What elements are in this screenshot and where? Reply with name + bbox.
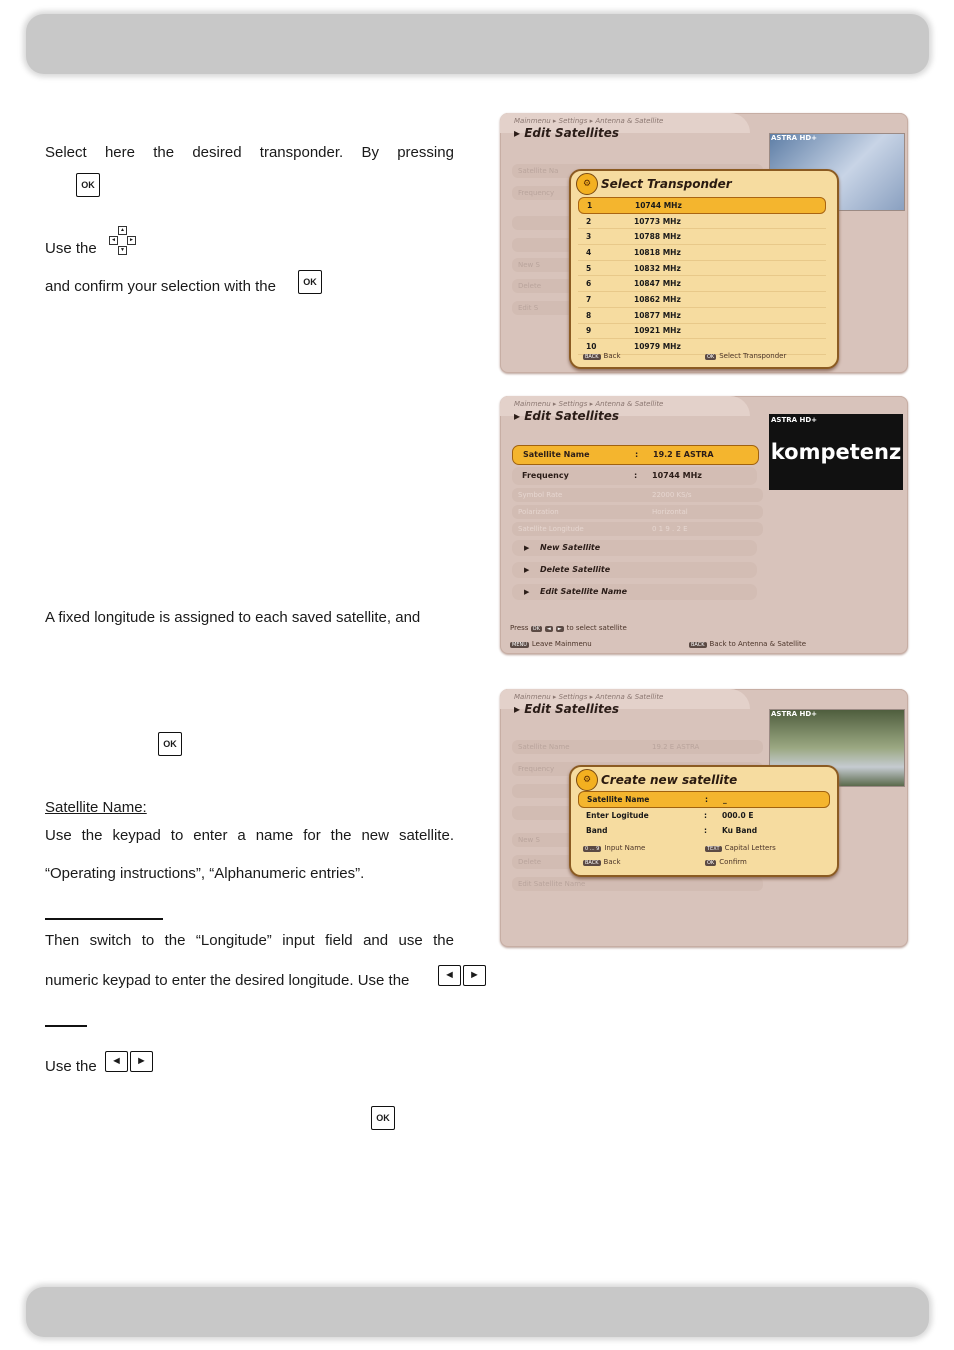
transponder-frequency: 10921 MHz <box>634 326 681 336</box>
footer-back <box>583 352 621 360</box>
ghost-row: Delete <box>512 855 763 869</box>
screen-title-text: Edit Satellites <box>524 409 619 423</box>
arrow-right-icon: ► <box>130 1051 153 1072</box>
transponder-row[interactable] <box>578 245 826 261</box>
transponder-frequency: 10832 MHz <box>634 263 681 273</box>
row-value: 19.2 E ASTRA <box>653 450 714 459</box>
transponder-frequency: 10788 MHz <box>634 232 681 242</box>
word: to <box>141 932 155 949</box>
faded-value: 0 1 9 . 2 E <box>652 525 688 533</box>
section-rule <box>45 1025 87 1027</box>
transponder-frequency: 10818 MHz <box>634 247 681 257</box>
back-label: Back <box>603 858 621 866</box>
word: switch <box>89 932 132 949</box>
transponder-row[interactable] <box>578 276 826 292</box>
footer-back <box>689 640 806 648</box>
arrow-right-icon: ► <box>557 626 562 632</box>
ghost-row: Satellite Na <box>512 164 763 178</box>
screen-title: ▸ Edit Satellites <box>514 409 619 423</box>
para-select-transponder <box>45 144 454 162</box>
preview-label: ASTRA HD+ <box>771 416 818 424</box>
field-value: Ku Band <box>722 826 758 835</box>
word: satellite. <box>398 827 454 844</box>
transponder-frequency: 10744 MHz <box>635 200 682 210</box>
logo-preview: kompetenz <box>769 414 903 490</box>
transponder-number: 5 <box>586 263 592 273</box>
transponder-frequency: 10862 MHz <box>634 294 681 304</box>
use-the-text: Use the <box>45 240 97 257</box>
faded-label: Symbol Rate <box>518 491 563 499</box>
menu-edit-satellite-name[interactable] <box>512 584 757 600</box>
faded-row <box>512 522 763 536</box>
screen-title: ▸ Edit Satellites <box>514 126 619 140</box>
transponder-number: 8 <box>586 310 592 320</box>
word: a <box>237 827 246 844</box>
confirm-text: and confirm your selection with the <box>45 278 276 295</box>
faded-label: Satellite Longitude <box>518 525 584 533</box>
confirm-label: Confirm <box>719 858 747 866</box>
ghost-row: New S <box>512 833 763 847</box>
transponder-number: 6 <box>586 279 592 289</box>
select-transponder-dialog <box>569 169 839 369</box>
word: to <box>170 827 184 844</box>
ghost-value: 19.2 E ASTRA <box>652 743 700 751</box>
settings-icon: ⚙ <box>576 769 598 791</box>
faded-value: 22000 KS/s <box>652 491 692 499</box>
satellite-name-field[interactable] <box>578 791 830 808</box>
numeric-keys-icon: 0 ... 9 <box>585 846 600 852</box>
word: the <box>433 932 454 949</box>
word: here <box>104 144 135 161</box>
footer-bar <box>26 1287 929 1337</box>
field-label: Satellite Name <box>587 795 650 804</box>
faded-row <box>512 488 763 502</box>
section-rule <box>45 918 163 920</box>
longitude-line2: numeric keypad to enter the desired longitude. Use the <box>45 972 410 989</box>
menu-label: Delete Satellite <box>540 565 611 574</box>
longitude-field[interactable] <box>578 808 830 823</box>
menu-key-icon: MENU <box>512 642 527 648</box>
screenshot-select-transponder <box>500 113 908 373</box>
screenshot-create-satellite <box>500 689 908 947</box>
row-value: 10744 MHz <box>652 471 702 480</box>
footer-confirm <box>705 858 747 866</box>
ghost-row: Frequency <box>512 762 763 776</box>
longitude-line1 <box>45 932 454 950</box>
transponder-number: 9 <box>586 326 592 336</box>
preview-label: ASTRA HD+ <box>771 134 818 142</box>
ok-key-icon: OK <box>298 270 322 294</box>
arrow-left-icon: ◄ <box>546 626 551 632</box>
faded-row <box>512 505 763 519</box>
word: name <box>255 827 294 844</box>
menu-delete-satellite[interactable] <box>512 562 757 578</box>
transponder-number: 7 <box>586 294 592 304</box>
transponder-row[interactable] <box>578 308 826 324</box>
ghost-row <box>512 740 763 754</box>
back-label: Back to Antenna & Satellite <box>709 640 807 648</box>
breadcrumb: Mainmenu ▸ Settings ▸ Antenna & Satellite <box>514 117 664 125</box>
ghost-label: Satellite Name <box>518 743 570 751</box>
word: “Longitude” <box>195 932 272 949</box>
transponder-number: 4 <box>586 247 592 257</box>
input-label: Input Name <box>604 844 646 852</box>
field-value: _ <box>723 795 727 804</box>
dpad-up-icon: ▲ <box>118 226 127 235</box>
back-key-icon: BACK <box>691 642 705 648</box>
word: Use <box>45 827 72 844</box>
ghost-row: Edit Satellite Name <box>512 877 763 891</box>
field-colon: : <box>705 795 708 804</box>
back-label: Back <box>603 352 621 360</box>
transponder-row[interactable] <box>578 229 826 245</box>
word: By <box>361 144 379 161</box>
faded-label: Polarization <box>518 508 559 516</box>
word: and <box>363 932 389 949</box>
footer-leave <box>510 640 592 648</box>
ok-key-icon: OK <box>532 626 540 632</box>
left-right-keys-icon <box>438 965 486 986</box>
fixed-longitude-text: A fixed longitude is assigned to each saved satellite, and <box>45 609 421 626</box>
word: the <box>164 932 186 949</box>
breadcrumb: Mainmenu ▸ Settings ▸ Antenna & Satellite <box>514 693 664 701</box>
transponder-row[interactable] <box>578 324 826 340</box>
hint-start: Press <box>510 624 529 632</box>
header-bar <box>26 14 929 74</box>
capital-label: Capital Letters <box>724 844 776 852</box>
transponder-row[interactable] <box>578 214 826 230</box>
breadcrumb: Mainmenu ▸ Settings ▸ Antenna & Satellite <box>514 400 664 408</box>
back-key-icon: BACK <box>585 354 599 360</box>
row-colon: : <box>634 471 638 480</box>
arrow-left-icon: ◄ <box>105 1051 128 1072</box>
transponder-row[interactable] <box>578 292 826 308</box>
satellite-name-row[interactable] <box>512 445 759 465</box>
faded-value: Horizontal <box>652 508 688 516</box>
press-hint <box>510 624 627 632</box>
word: field <box>325 932 353 949</box>
create-form <box>578 791 830 838</box>
word: enter <box>193 827 228 844</box>
row-label: Satellite Name <box>523 450 590 459</box>
word: input <box>282 932 315 949</box>
word: for <box>303 827 321 844</box>
word: pressing <box>397 144 454 161</box>
hint-end: to select satellite <box>566 624 627 632</box>
field-label: Band <box>586 826 608 835</box>
word: transponder. <box>259 144 344 161</box>
dpad-icon <box>109 226 135 254</box>
text-key-icon: TEXT <box>707 846 720 852</box>
ghost-row: Delete <box>512 279 763 293</box>
transponder-number: 10 <box>586 342 597 352</box>
word: the <box>153 144 175 161</box>
footer-back <box>583 858 621 866</box>
menu-new-satellite[interactable] <box>512 540 757 556</box>
screen-title-text: Edit Satellites <box>524 126 619 140</box>
transponder-number: 1 <box>587 200 593 210</box>
arrow-right-icon: ▶ <box>524 588 530 596</box>
dpad-left-icon: ◄ <box>109 236 118 245</box>
ok-key-icon: OK <box>158 732 182 756</box>
transponder-number: 3 <box>586 232 592 242</box>
transponder-row[interactable] <box>578 197 826 214</box>
create-satellite-dialog <box>569 765 839 877</box>
field-colon: : <box>704 826 707 835</box>
band-use-the-text: Use the <box>45 1058 97 1075</box>
word: use <box>398 932 423 949</box>
frequency-row[interactable] <box>512 467 757 485</box>
word: the <box>81 827 103 844</box>
transponder-row[interactable] <box>578 261 826 277</box>
ok-key-icon: OK <box>371 1106 395 1130</box>
row-colon: : <box>635 450 639 459</box>
word: Select <box>45 144 87 161</box>
transponder-frequency: 10877 MHz <box>634 310 681 320</box>
menu-label: Edit Satellite Name <box>540 587 628 596</box>
screen-title: ▸ Edit Satellites <box>514 702 619 716</box>
transponder-frequency: 10979 MHz <box>634 342 681 352</box>
footer-input <box>583 844 645 852</box>
ghost-row: New S <box>512 258 763 272</box>
transponder-number: 2 <box>586 216 592 226</box>
transponder-list <box>578 197 826 355</box>
transponder-frequency: 10847 MHz <box>634 279 681 289</box>
field-value: 000.0 E <box>722 811 754 820</box>
arrow-right-icon: ▶ <box>524 566 530 574</box>
back-key-icon: BACK <box>585 860 599 866</box>
field-colon: : <box>704 811 707 820</box>
ok-key-icon: OK <box>707 860 715 866</box>
band-field[interactable] <box>578 823 830 838</box>
ghost-row: Frequency <box>512 186 763 200</box>
row-label: Frequency <box>522 471 569 480</box>
field-label: Enter Logitude <box>586 811 649 820</box>
satellite-name-line2: “Operating instructions”, “Alphanumeric entries”. <box>45 865 365 882</box>
arrow-right-icon: ► <box>463 965 486 986</box>
transponder-frequency: 10773 MHz <box>634 216 681 226</box>
dpad-down-icon: ▼ <box>118 246 127 255</box>
arrow-right-icon: ▶ <box>524 544 530 552</box>
satellite-name-heading: Satellite Name: <box>45 799 147 816</box>
dialog-title: Create new satellite <box>601 773 738 787</box>
word: new <box>361 827 389 844</box>
dpad-right-icon: ► <box>127 236 136 245</box>
word: desired <box>192 144 242 161</box>
ghost-row: Edit S <box>512 301 763 315</box>
preview-label: ASTRA HD+ <box>771 710 818 718</box>
footer-capital <box>705 844 776 852</box>
dialog-title: Select Transponder <box>601 177 732 191</box>
menu-label: New Satellite <box>540 543 601 552</box>
leave-label: Leave Mainmenu <box>531 640 592 648</box>
ok-key-icon: OK <box>707 354 715 360</box>
screen-title-text: Edit Satellites <box>524 702 619 716</box>
screenshot-edit-satellites <box>500 396 908 654</box>
ok-key-icon: OK <box>76 173 100 197</box>
arrow-left-icon: ◄ <box>438 965 461 986</box>
word: Then <box>45 932 80 949</box>
word: the <box>330 827 352 844</box>
word: keypad <box>112 827 161 844</box>
satellite-name-line1 <box>45 827 454 845</box>
left-right-keys-icon <box>105 1051 153 1072</box>
select-label: Select Transponder <box>719 352 787 360</box>
settings-icon: ⚙ <box>576 173 598 195</box>
footer-select <box>705 352 786 360</box>
